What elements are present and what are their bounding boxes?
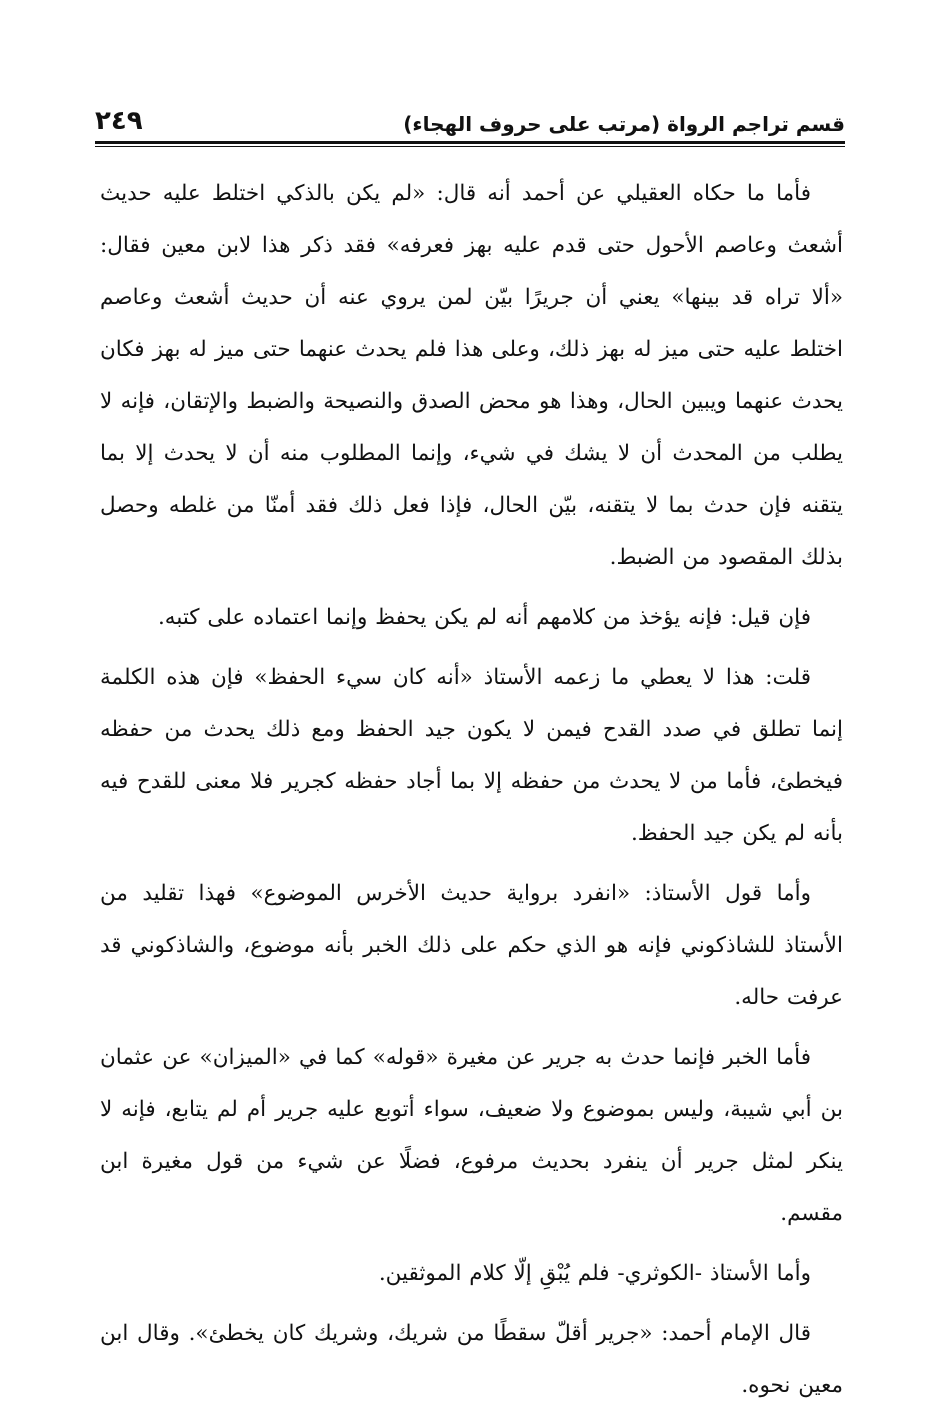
paragraph: قال الإمام أحمد: «جرير أقلّ سقطًا من شريك، وشريك كان يخطئ». وقال ابن معين نحوه. <box>100 1321 843 1398</box>
paragraph: وأما قول الأستاذ: «انفرد برواية حديث الأخرس الموضوع» فهذا تقليد من الأستاذ للشاذكوني فإنه هو الذي حكم على ذلك الخبر بأنه موضوع، والشاذكوني قد عرفت حاله. <box>100 881 843 1010</box>
paragraph: فأما الخبر فإنما حدث به جرير عن مغيرة «قوله» كما في «الميزان» عن عثمان بن أبي شيبة، وليس بموضوع ولا ضعيف، سواء أتوبع عليه جرير أم لم يتابع، فإنه لا ينكر لمثل جرير أن ينفرد بحديث مرفوع، فضلًا عن شيء من قول مغيرة ابن مقسم. <box>100 1045 843 1226</box>
header-rule-thin <box>95 146 845 147</box>
page-header <box>95 88 845 134</box>
running-header-title: قسم تراجم الرواة (مرتب على حروف الهجاء) <box>403 112 845 136</box>
header-rule-thick <box>95 141 845 144</box>
paragraph: فإن قيل: فإنه يؤخذ من كلامهم أنه لم يكن يحفظ وإنما اعتماده على كتبه. <box>157 605 811 630</box>
page-number: ٢٤٩ <box>95 106 143 136</box>
paragraph: فأما ما حكاه العقيلي عن أحمد أنه قال: «لم يكن بالذكي اختلط عليه حديث أشعث وعاصم الأحول حتى قدم عليه بهز فعرفه» فقد ذكر هذا لابن معين فقال: «ألا تراه قد بينها» يعني أن جريرًا بيّن لمن يروي عنه أن حديث أشعث وعاصم اختلط عليه حتى ميز له بهز ذلك، وعلى هذا فلم يحدث عنهما حتى ميز له بهز فكان يحدث عنهما ويبين الحال، وهذا هو محض الصدق والنصيحة والضبط والإتقان، فإنه لا يطلب من المحدث أن لا يشك في شيء، وإنما المطلوب منه أن لا يحدث إلا بما يتقنه فإن حدث بما لا يتقنه، بيّن الحال، فإذا فعل ذلك فقد أمنّا من غلطه وحصل بذلك المقصود من الضبط. <box>100 181 843 570</box>
body-text <box>100 168 843 1420</box>
paragraph: وأما الأستاذ -الكوثري- فلم يُبْقِ إلّا كلام الموثقين. <box>378 1261 811 1286</box>
paragraph: قلت: هذا لا يعطي ما زعمه الأستاذ «أنه كان سيء الحفظ» فإن هذه الكلمة إنما تطلق في صدد القدح فيمن لا يكون جيد الحفظ ومع ذلك يحدث من حفظه فيخطئ، فأما من لا يحدث من حفظه إلا بما أجاد حفظه كجرير فلا معنى للقدح فيه بأنه لم يكن جيد الحفظ. <box>100 665 843 846</box>
